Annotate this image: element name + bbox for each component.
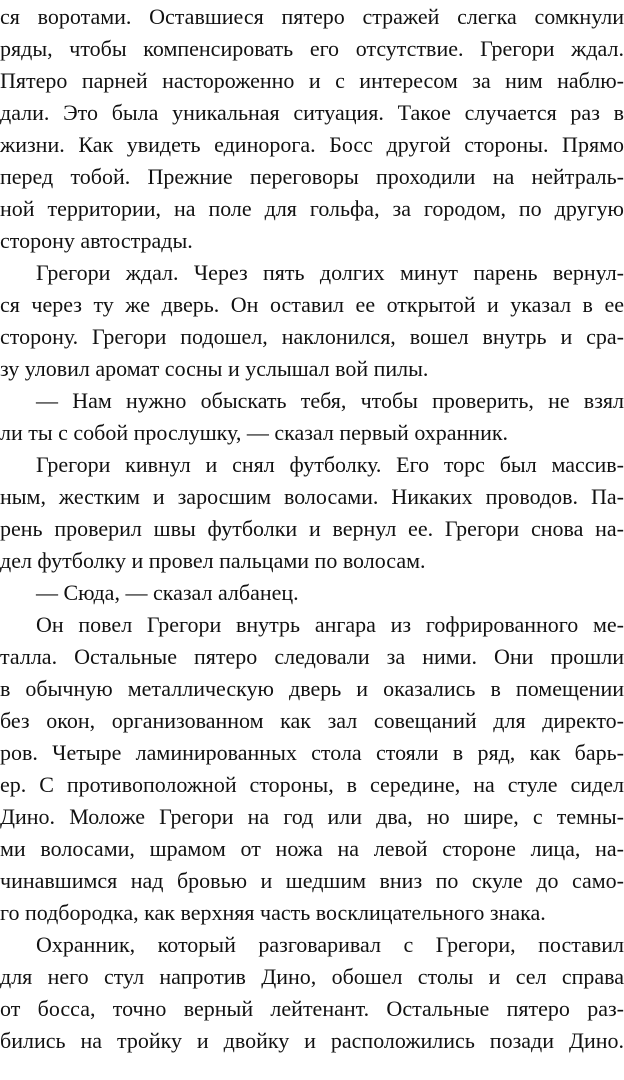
text-line: перед тобой. Прежние переговоры проходили на нейтраль-	[0, 164, 624, 189]
text-line: ер. С противоположной стороны, в середине, на стуле сидел	[0, 772, 624, 797]
text-line: Пятеро парней настороженно и с интересом за ним наблю-	[0, 68, 624, 93]
text-line: зу уловил аромат сосны и услышал вой пилы.	[0, 356, 429, 381]
text-line: без окон, организованном как зал совещаний для директо-	[0, 708, 624, 733]
text-line: дали. Это была уникальная ситуация. Такое случается раз в	[0, 100, 624, 125]
text-line: ли ты с собой прослушку, — сказал первый охранник.	[0, 420, 509, 445]
text-line: — Сюда, — сказал албанец.	[36, 580, 299, 605]
text-line: Грегори кивнул и снял футболку. Его торс был массив-	[36, 452, 624, 477]
text-line: Охранник, который разговаривал с Грегори, поставил	[36, 932, 624, 957]
text-line: ряды, чтобы компенсировать его отсутствие. Грегори ждал.	[0, 36, 624, 61]
text-line: для него стул напротив Дино, обошел столы и сел справа	[0, 964, 624, 989]
text-line: ся через ту же дверь. Он оставил ее открытой и указал в ее	[0, 292, 624, 317]
text-line: талла. Остальные пятеро следовали за ними. Они прошли	[0, 644, 624, 669]
text-line: го подбородка, как верхняя часть восклицательного знака.	[0, 900, 546, 925]
text-line: ным, жестким и заросшим волосами. Никаких проводов. Па-	[0, 484, 624, 509]
text-line: чинавшимся над бровью и шедшим вниз по скуле до само-	[0, 868, 624, 893]
text-line: ной территории, на поле для гольфа, за городом, по другую	[0, 196, 624, 221]
text-line: жизни. Как увидеть единорога. Босс другой стороны. Прямо	[0, 132, 624, 157]
text-line: Грегори ждал. Через пять долгих минут парень вернул-	[36, 260, 624, 285]
text-line: рень проверил швы футболки и вернул ее. Грегори снова на-	[0, 516, 624, 541]
text-line: Он повел Грегори внутрь ангара из гофрированного ме-	[36, 612, 624, 637]
text-line: ся воротами. Оставшиеся пятеро стражей слегка сомкнули	[0, 4, 624, 29]
text-line: от босса, точно верный лейтенант. Остальные пятеро раз-	[0, 996, 624, 1021]
text-line: ров. Четыре ламинированных стола стояли в ряд, как барь-	[0, 740, 624, 765]
text-line: в обычную металлическую дверь и оказались в помещении	[0, 676, 624, 701]
text-line: сторону автострады.	[0, 228, 193, 253]
text-line: дел футболку и провел пальцами по волосам.	[0, 548, 426, 573]
text-line: бились на тройку и двойку и расположились позади Дино.	[0, 1028, 624, 1053]
text-line: ми волосами, шрамом от ножа на левой стороне лица, на-	[0, 836, 624, 861]
text-line: Дино. Моложе Грегори на год или два, но шире, с темны-	[0, 804, 624, 829]
text-line: сторону. Грегори подошел, наклонился, вошел внутрь и сра-	[0, 324, 624, 349]
text-line: — Нам нужно обыскать тебя, чтобы проверить, не взял	[36, 388, 624, 413]
